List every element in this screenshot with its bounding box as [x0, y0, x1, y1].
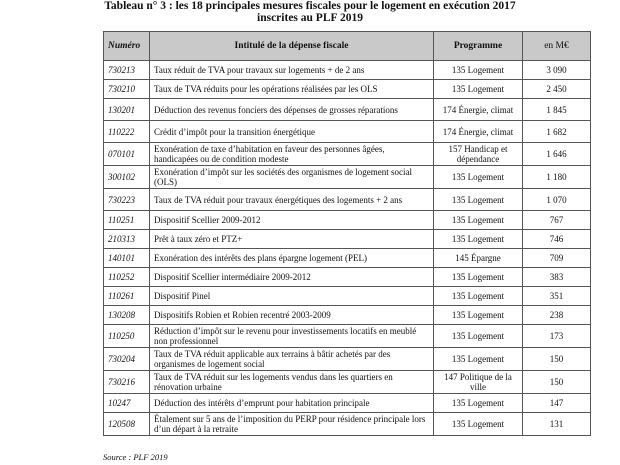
cell-programme: 147 Politique de la ville [434, 371, 523, 394]
cell-numero: 10247 [104, 394, 150, 413]
cell-intitule: Étalement sur 5 ans de l’imposition du PERP pour résidence principale lors d’un départ à la retraite [150, 413, 434, 436]
cell-numero: 730213 [104, 61, 150, 80]
cell-numero: 120508 [104, 413, 150, 436]
table-row [104, 268, 591, 287]
table-row [104, 121, 591, 143]
cell-montant: 383 [523, 268, 591, 287]
table-title-line-1: Tableau n° 3 : les 18 principales mesures fiscales pour le logement en exécution 2017 [104, 0, 516, 12]
cell-intitule: Crédit d’impôt pour la transition énergétique [150, 121, 434, 143]
cell-montant: 2 450 [523, 80, 591, 99]
cell-montant: 767 [523, 211, 591, 230]
cell-programme: 135 Logement [434, 211, 523, 230]
cell-intitule: Taux de TVA réduit sur les logements vendus dans les quartiers en rénovation urbaine [150, 371, 434, 394]
cell-intitule: Taux réduit de TVA pour travaux sur logements + de 2 ans [150, 61, 434, 80]
table-row [104, 413, 591, 436]
cell-programme: 135 Logement [434, 287, 523, 306]
cell-intitule: Prêt à taux zéro et PTZ+ [150, 230, 434, 249]
cell-intitule: Déduction des intérêts d’emprunt pour habitation principale [150, 394, 434, 413]
cell-montant: 1 646 [523, 143, 591, 166]
cell-numero: 300102 [104, 166, 150, 189]
table-body [104, 61, 591, 436]
table-title [0, 0, 620, 24]
cell-numero: 070101 [104, 143, 150, 166]
cell-montant: 173 [523, 325, 591, 348]
cell-programme: 135 Logement [434, 166, 523, 189]
table-row [104, 325, 591, 348]
cell-numero: 110252 [104, 268, 150, 287]
cell-montant: 709 [523, 249, 591, 268]
header-montant: en M€ [523, 32, 591, 61]
table-header-row [104, 32, 591, 61]
cell-numero: 130208 [104, 306, 150, 325]
cell-intitule: Dispositif Scellier 2009-2012 [150, 211, 434, 230]
cell-intitule: Dispositifs Robien et Robien recentré 2003-2009 [150, 306, 434, 325]
cell-numero: 210313 [104, 230, 150, 249]
header-numero: Numéro [104, 32, 150, 61]
cell-programme: 157 Handicap et dépendance [434, 143, 523, 166]
cell-montant: 238 [523, 306, 591, 325]
table-row [104, 211, 591, 230]
cell-programme: 135 Logement [434, 348, 523, 371]
cell-numero: 110261 [104, 287, 150, 306]
cell-programme: 174 Énergie, climat [434, 99, 523, 121]
cell-programme: 145 Épargne [434, 249, 523, 268]
table-title-line-2: inscrites au PLF 2019 [257, 12, 363, 24]
table-row [104, 371, 591, 394]
cell-programme: 135 Logement [434, 413, 523, 436]
cell-montant: 1 070 [523, 189, 591, 211]
cell-intitule: Déduction des revenus fonciers des dépenses de grosses réparations [150, 99, 434, 121]
cell-programme: 135 Logement [434, 61, 523, 80]
table-row [104, 61, 591, 80]
cell-programme: 135 Logement [434, 325, 523, 348]
cell-programme: 174 Énergie, climat [434, 121, 523, 143]
cell-numero: 110251 [104, 211, 150, 230]
cell-intitule: Taux de TVA réduit pour travaux énergétiques des logements + 2 ans [150, 189, 434, 211]
cell-numero: 130201 [104, 99, 150, 121]
cell-intitule: Réduction d’impôt sur le revenu pour investissements locatifs en meublé non professionnel [150, 325, 434, 348]
cell-programme: 135 Logement [434, 80, 523, 99]
cell-montant: 1 682 [523, 121, 591, 143]
cell-programme: 135 Logement [434, 394, 523, 413]
cell-intitule: Dispositif Pinel [150, 287, 434, 306]
header-programme: Programme [434, 32, 523, 61]
header-intitule: Intitulé de la dépense fiscale [150, 32, 434, 61]
cell-montant: 1 180 [523, 166, 591, 189]
table-row [104, 166, 591, 189]
cell-programme: 135 Logement [434, 230, 523, 249]
cell-montant: 1 845 [523, 99, 591, 121]
cell-numero: 730223 [104, 189, 150, 211]
cell-numero: 730216 [104, 371, 150, 394]
table-row [104, 189, 591, 211]
table-row [104, 306, 591, 325]
cell-montant: 150 [523, 371, 591, 394]
cell-montant: 3 090 [523, 61, 591, 80]
cell-montant: 147 [523, 394, 591, 413]
cell-numero: 140101 [104, 249, 150, 268]
source-note: Source : PLF 2019 [103, 452, 168, 462]
table-row [104, 143, 591, 166]
cell-intitule: Exonération de taxe d’habitation en faveur des personnes âgées, handicapées ou de condition modeste [150, 143, 434, 166]
cell-montant: 351 [523, 287, 591, 306]
cell-numero: 110250 [104, 325, 150, 348]
table-row [104, 348, 591, 371]
cell-montant: 131 [523, 413, 591, 436]
cell-intitule: Exonération d’impôt sur les sociétés des organismes de logement social (OLS) [150, 166, 434, 189]
cell-montant: 746 [523, 230, 591, 249]
cell-intitule: Exonération des intérêts des plans épargne logement (PEL) [150, 249, 434, 268]
cell-numero: 110222 [104, 121, 150, 143]
cell-montant: 150 [523, 348, 591, 371]
cell-programme: 135 Logement [434, 189, 523, 211]
table-row [104, 80, 591, 99]
cell-numero: 730204 [104, 348, 150, 371]
cell-intitule: Dispositif Scellier intermédiaire 2009-2012 [150, 268, 434, 287]
cell-intitule: Taux de TVA réduits pour les opérations réalisées par les OLS [150, 80, 434, 99]
cell-numero: 730210 [104, 80, 150, 99]
table-row [104, 249, 591, 268]
table-row [104, 230, 591, 249]
table-row [104, 99, 591, 121]
cell-programme: 135 Logement [434, 306, 523, 325]
table-row [104, 287, 591, 306]
cell-intitule: Taux de TVA réduit applicable aux terrains à bâtir achetés par des organismes de logement social [150, 348, 434, 371]
fiscal-measures-table [103, 31, 591, 436]
cell-programme: 135 Logement [434, 268, 523, 287]
table-row [104, 394, 591, 413]
